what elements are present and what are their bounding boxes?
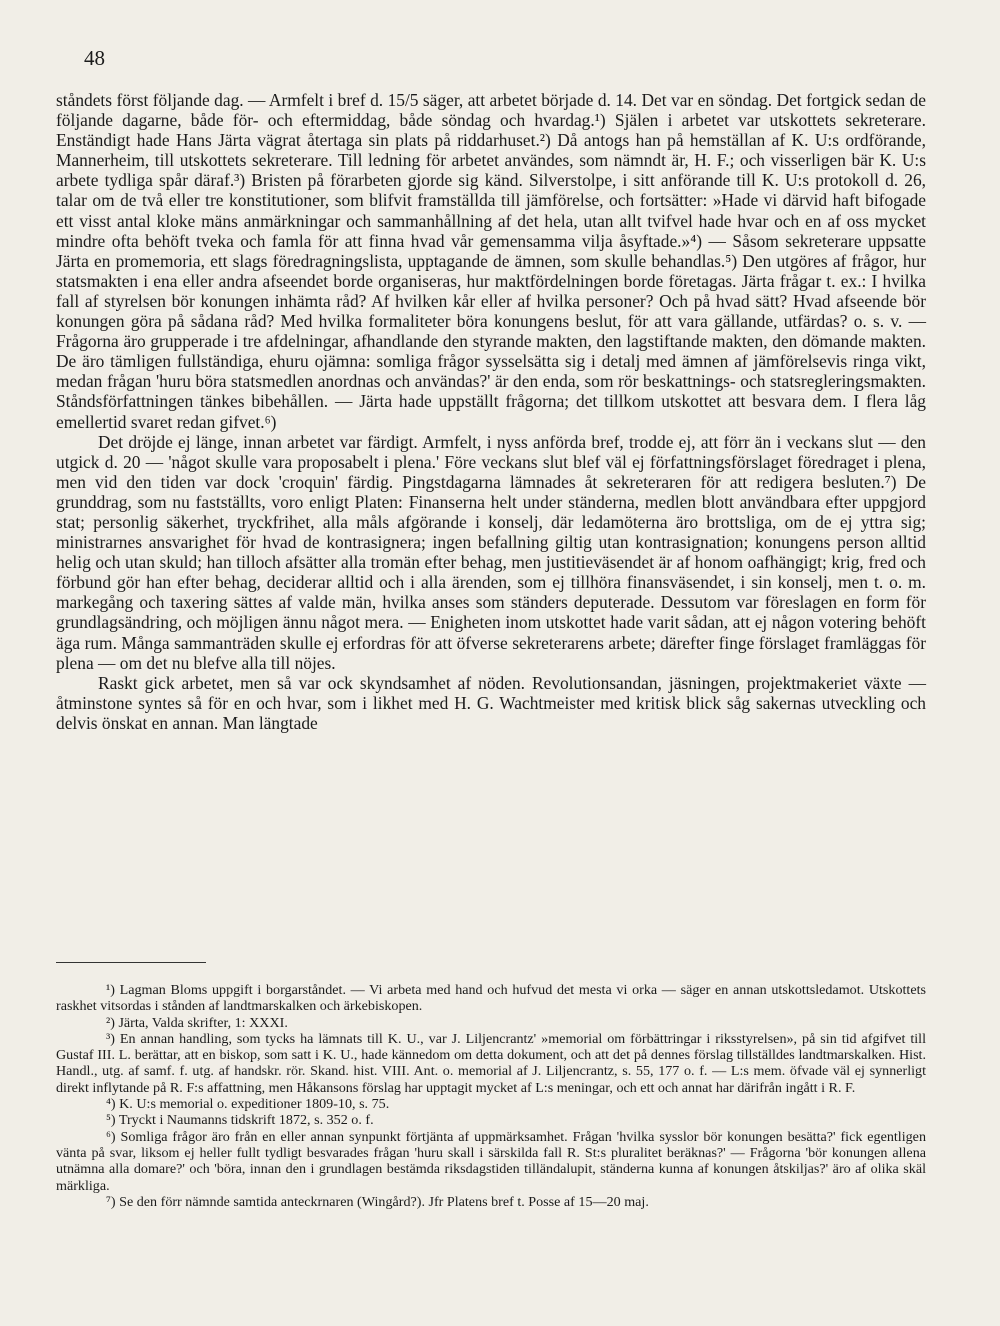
footnote-4: ⁴) K. U:s memorial o. expeditioner 1809-10, s. 75. [106,1096,390,1113]
page-number: 48 [84,46,105,70]
footnote-divider [56,962,206,963]
paragraph-2: Det dröjde ej länge, innan arbetet var färdigt. Armfelt, i nyss anförda bref, trodde ej, att förr än i veckans slut — den utgick d. 20 — 'något skulle vara proposabelt i plena.' Före veckans slut blef väl ej författningsförslaget föredraget i plena, men vid den tiden var dock 'croquin' färdig. Pingstdagarna lämnades åt sekreteraren för att redigera besluten.⁷) De grunddrag, som nu fastställts, voro enligt Platen: Finanserna helt under ständerna, medlen blott användbara efter uppgjord stat; personlig säkerhet, tryckfrihet, alla måls afgörande i konselj, där ledamöterna äro brottsliga, om de ej yttra sig; ministrarnes ansvarighet för hvad de kontrasignera; ingen befallning giltig utan kontrasignation; konungens person alltid helig och utan skuld; han tilloch afsätter alla tromän efter behag, men justitieväsendet är af honom oafhängigt; krig, fred och förbund gör han efter behag, deciderar alltid och i alla ärenden, som ej tillhöra finansväsendet, i sin konselj, men t. o. m. markegång och taxering sättes af valde män, hvilka anses som ständers deputerade. Dessutom var föreslagen en form för grundlagsändring, och möjligen ännu något mera. — Enigheten inom utskottet hade varit sådan, att ej någon votering behöft äga rum. Många sammanträden skulle ej erfordras för att öfverse sekreterarens arbete; därefter finge förslaget framläggas för plena — om det nu blefve alla till nöjes. [56,431,926,673]
footnote-1: ¹) Lagman Bloms uppgift i borgarståndet. — Vi arbeta med hand och hufvud det mesta vi orka — säger en annan utskottsledamot. Utskottets raskhet vitsordas i stånden af landtmarskalken och ärkebiskopen. [56,982,926,1015]
footnote-3: ³) En annan handling, som tycks ha lämnats till K. U., var J. Liljencrantz' »memorial om förbättringar i riksstyrelsen», på sin tid afgifvet till Gustaf III. L. berättar, att en biskop, som satt i K. U., hade kännedom om detta dokument, och att det på dennes förslag tillställdes landtmarskalken. Hist. Handl., utg. af samf. f. utg. af handskr. rör. Skand. hist. VIII. Ant. o. memorial af J. Liljencrantz, s. 55, 177 o. f. — L:s mem. öfvade väl ej synnerligt direkt inflytande på R. F:s affattning, men Håkansons förslag har upptagit mycket af L:s meningar, och ett och annat har därifrån ingått i R. F. [56,1030,926,1096]
footnote-6: ⁶) Somliga frågor äro från en eller annan synpunkt förtjänta af uppmärksamhet. Frågan 'hvilka sysslor bör konungen besätta?' fick egentligen vänta på svar, liksom ej heller fullt tydligt besvarades frågan 'huru skall i särskilda fall R. St:s pluralitet beräknas?' — Frågorna 'bör konungen allena utnämna alla domare?' och 'böra, innan den i grundlagen bestämda riksdagstiden tilländalupit, ständerna kunna af konungen åtskiljas?' äro af olika skäl märkliga. [56,1128,926,1194]
paragraph-1: ståndets först följande dag. — Armfelt i bref d. 15/5 säger, att arbetet började d. 14. Det var en söndag. Det fortgick sedan de följande dagarne, både för- och eftermiddag, både söndag och hvardag.¹) Själen i arbetet var utskottets sekreterare. Enständigt hade Hans Järta vägrat återtaga sin plats på riddarhuset.²) Då antogs han på hemställan af K. U:s ordförande, Mannerheim, till utskottets sekreterare. Till ledning för arbetet användes, som nämndt är, H. F.; och visserligen bär K. U:s arbete tydliga spår däraf.³) Bristen på förarbeten gjorde sig känd. Silverstolpe, i sitt anförande till K. U:s protokoll d. 26, talar om de två eller tre konstitutioner, som blifvit framställda till jämförelse, och fortsätter: »Hade vi därvid haft bifogade ett visst antal kloke mäns anmärkningar och sammanhållning af det hela, utan allt tvifvel hade hvar och en af oss mycket mindre ofta behöft tveka och famla för att finna hvad vår gemensamma vilja åsyftade.»⁴) — Såsom sekreterare uppsatte Järta en promemoria, ett slags föredragningslista, upptagande de ämnen, som skulle behandlas.⁵) Den utgöres af frågor, hur statsmakten i ena eller andra afseendet borde organiseras, hur maktfördelningen borde företagas. Järta frågar t. ex.: I hvilka fall af styrelsen bör konungen inhämta råd? Af hvilken kår eller af hvilka personer? Och på hvad sätt? Hvad afseende bör konungen göra på sådana råd? Med hvilka formaliteter böra konungens beslut, för att vara gällande, utfärdas? o. s. v. — Frågorna äro grupperade i tre afdelningar, afhandlande den styrande makten, den lagstiftande makten, den dömande makten. De äro tämligen fullständiga, ehuru ojämna: somliga frågor sysselsätta sig i detalj med ämnen af jämförelsevis ringa vikt, medan frågan 'huru böra statsmedlen anordnas och användas?' är den enda, som rör beskattnings- och statsregleringsmakten. Ståndsförfattningen tänkes bibehållen. — Järta hade uppställt frågorna; det tillkom utskottet att besvara dem. I flera låg emellertid svaret redan gifvet.⁶) [56,90,926,432]
footnote-2: ²) Järta, Valda skrifter, 1: XXXI. [106,1014,288,1031]
body-text [56,90,926,733]
footnote-5: ⁵) Tryckt i Naumanns tidskrift 1872, s. 352 o. f. [106,1112,374,1129]
footnotes [56,982,926,1210]
footnote-7: ⁷) Se den förr nämnde samtida anteckrnaren (Wingård?). Jfr Platens bref t. Posse af 15—20 maj. [106,1193,649,1210]
paragraph-3: Raskt gick arbetet, men så var ock skyndsamhet af nöden. Revolutionsandan, jäsningen, projektmakeriet växte — åtminstone syntes så för en och hvar, som i likhet med H. G. Wachtmeister med kritisk blick såg sakernas utveckling och delvis önskat en annan. Man längtade [56,672,926,733]
